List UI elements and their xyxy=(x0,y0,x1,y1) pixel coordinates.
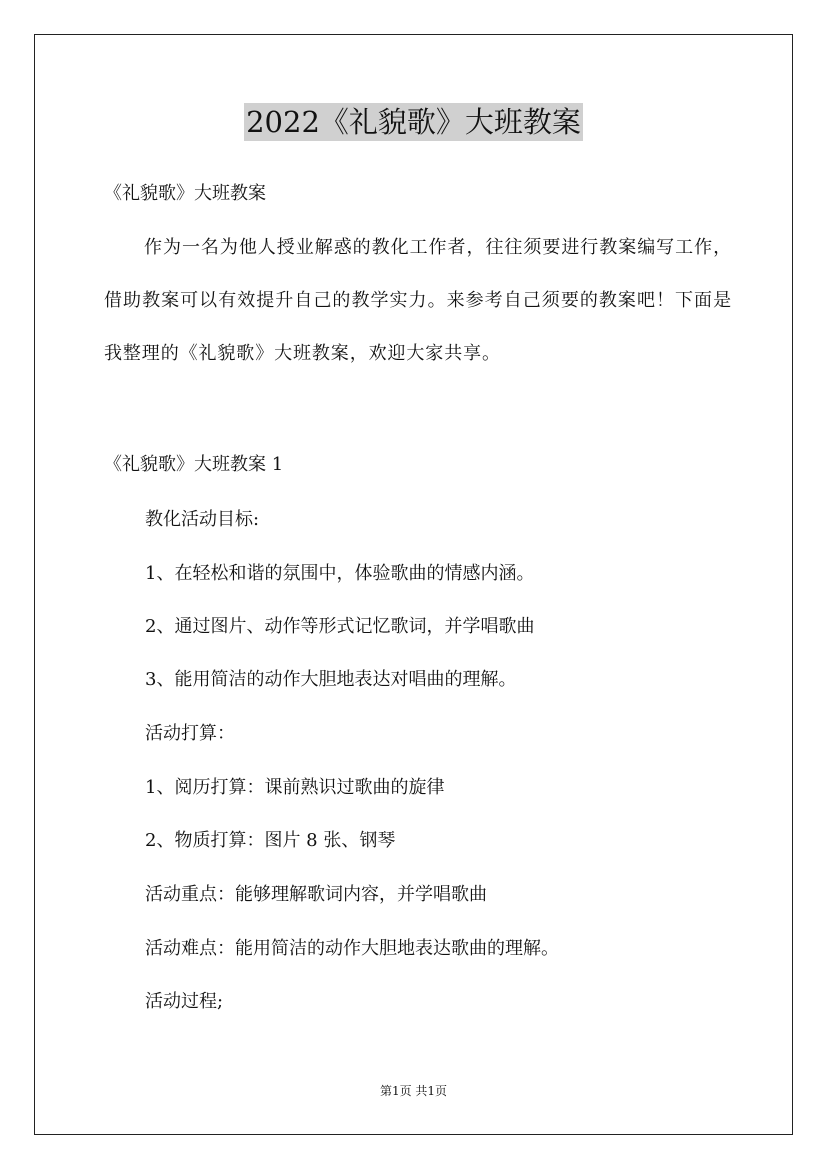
objective-item-3: 3、能用简洁的动作大胆地表达对唱曲的理解。 xyxy=(145,669,517,690)
preparation-item-1: 1、阅历打算：课前熟识过歌曲的旋律 xyxy=(145,777,445,798)
preparation-item-2: 2、物质打算：图片 8 张、钢琴 xyxy=(145,830,396,851)
difficulty-line: 活动难点：能用简洁的动作大胆地表达歌曲的理解。 xyxy=(145,938,559,959)
document-title: 2022《礼貌歌》大班教案 xyxy=(246,105,581,139)
objective-item-2: 2、通过图片、动作等形式记忆歌词，并学唱歌曲 xyxy=(145,616,535,637)
key-point-line: 活动重点：能够理解歌词内容，并学唱歌曲 xyxy=(145,884,487,905)
intro-paragraph: 作为一名为他人授业解惑的教化工作者，往往须要进行教案编写工作，借助教案可以有效提升自己的教学实力。来参考自己须要的教案吧！下面是我整理的《礼貌歌》大班教案，欢迎大家共享。 xyxy=(104,237,732,364)
section-heading: 《礼貌歌》大班教案 1 xyxy=(104,454,284,475)
title-container xyxy=(0,103,827,141)
objective-item-1: 1、在轻松和谐的氛围中，体验歌曲的情感内涵。 xyxy=(145,563,535,584)
objectives-heading: 教化活动目标: xyxy=(145,509,260,530)
preparation-heading: 活动打算： xyxy=(145,723,235,744)
process-heading: 活动过程; xyxy=(145,991,224,1012)
page-number-footer: 第1页 共1页 xyxy=(379,1084,448,1098)
document-subtitle: 《礼貌歌》大班教案 xyxy=(104,183,266,204)
